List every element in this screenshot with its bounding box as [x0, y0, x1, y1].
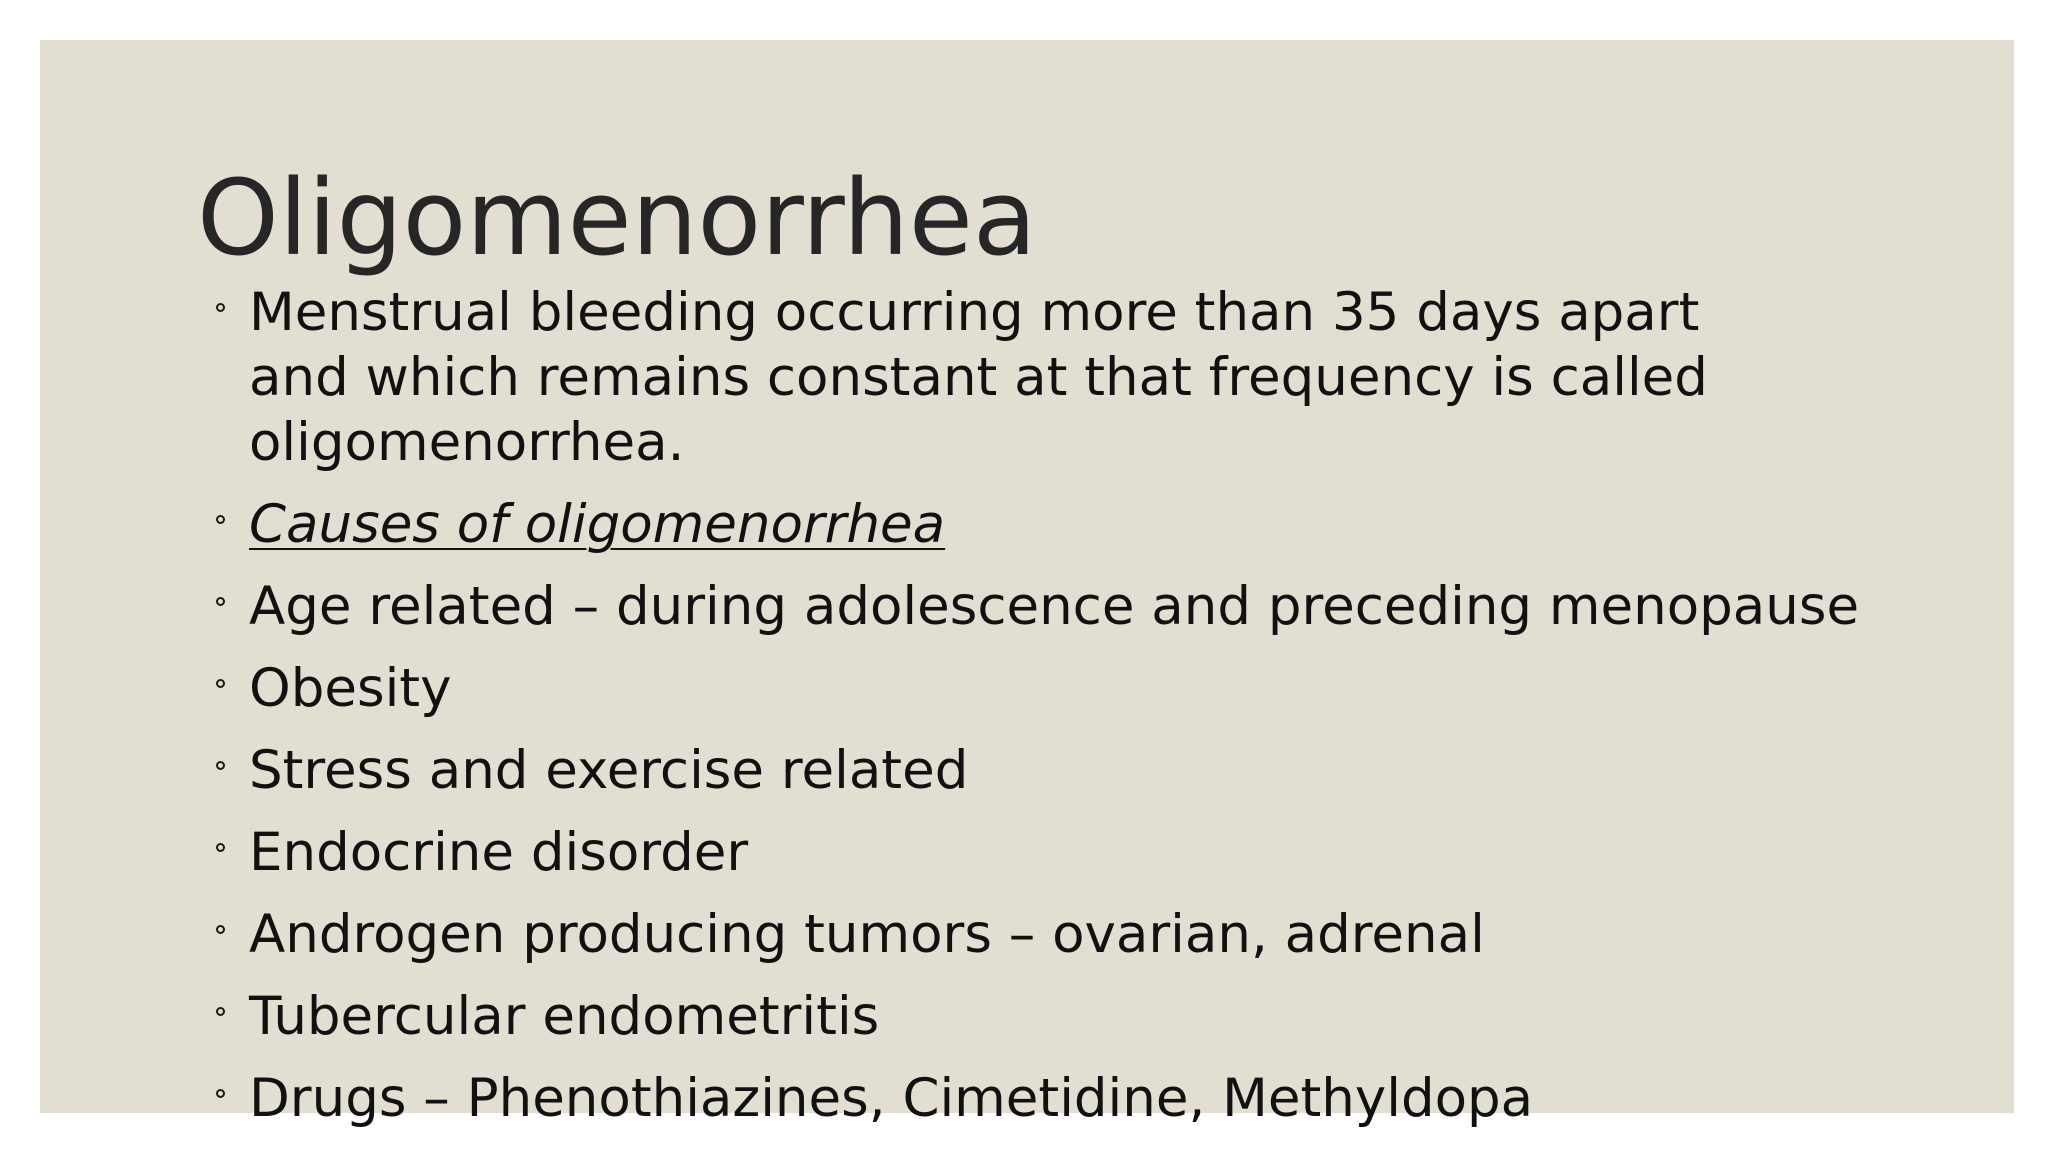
bullet-text: Androgen producing tumors – ovarian, adrenal — [249, 904, 1485, 965]
bullet-circle-icon — [216, 925, 225, 934]
bullet-circle-icon — [216, 515, 225, 524]
bullet-text: Obesity — [249, 658, 452, 719]
bullet-androgen-tumors — [212, 902, 1972, 967]
bullet-text: Age related – during adolescence and preceding menopause — [249, 576, 1860, 637]
bullet-circle-icon — [216, 761, 225, 770]
slide-title: Oligomenorrhea — [197, 157, 1037, 279]
bullet-text: Drugs – Phenothiazines, Cimetidine, Methyldopa — [249, 1068, 1534, 1129]
bullet-circle-icon — [216, 679, 225, 688]
bullet-text: Tubercular endometritis — [249, 986, 880, 1047]
bullet-drugs — [212, 1066, 1972, 1131]
bullet-text: Causes of oligomenorrhea — [249, 494, 946, 555]
bullet-endocrine — [212, 820, 1972, 885]
bullet-list — [212, 280, 1972, 1148]
bullet-age-related — [212, 574, 1972, 639]
bullet-definition — [212, 280, 1972, 475]
bullet-obesity — [212, 656, 1972, 721]
bullet-circle-icon — [216, 843, 225, 852]
bullet-circle-icon — [216, 1007, 225, 1016]
bullet-text: Stress and exercise related — [249, 740, 969, 801]
bullet-circle-icon — [216, 1089, 225, 1098]
bullet-circle-icon — [216, 303, 225, 312]
bullet-circle-icon — [216, 597, 225, 606]
bullet-causes-heading — [212, 492, 1972, 557]
bullet-text: Endocrine disorder — [249, 822, 749, 883]
bullet-text: Menstrual bleeding occurring more than 35 days apart and which remains constant at that frequency is called oligomenorrhea. — [249, 282, 1708, 473]
bullet-tubercular — [212, 984, 1972, 1049]
slide — [40, 40, 2014, 1129]
bullet-stress-exercise — [212, 738, 1972, 803]
